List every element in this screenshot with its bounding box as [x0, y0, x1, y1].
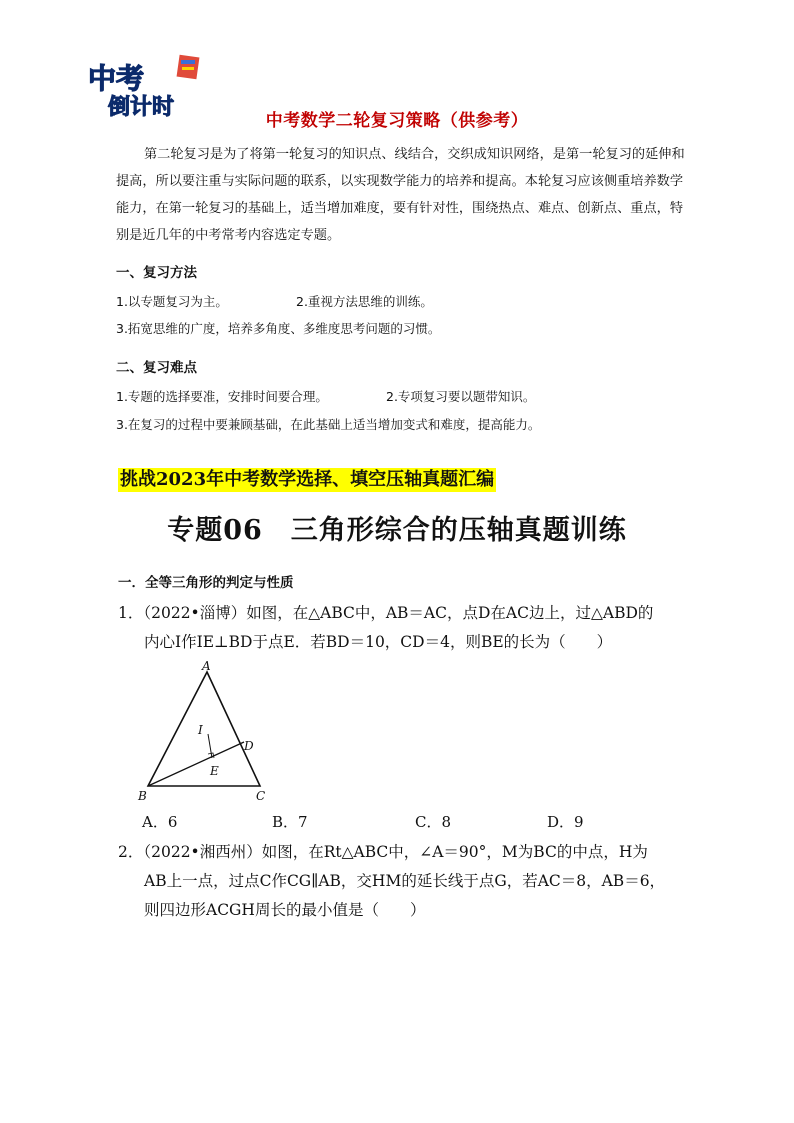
question-1	[118, 599, 678, 657]
question-1-figure	[136, 658, 276, 804]
option-d[interactable]: D．9	[547, 813, 584, 831]
difficulty-item-2: 2.专项复习要以题带知识。	[386, 389, 536, 404]
label-C: C	[256, 789, 266, 803]
question-2-line3: 则四边形ACGH周长的最小值是（ ）	[144, 901, 426, 919]
section-heading-methods: 一、复习方法	[116, 265, 197, 281]
intro-paragraph: 第二轮复习是为了将第一轮复习的知识点、线结合，交织成知识网络，是第一轮复习的延伸和提高，所以要注重与实际问题的联系，以实现数学能力的培养和提高。本轮复习应该侧重培养数学能力，在第一轮复习的基础上，适当增加难度，要有针对性，围绕热点、难点、创新点、重点，特别是近几年的中考常考内容选定专题。	[116, 147, 685, 243]
question-2-line2: AB上一点，过点C作CG∥AB，交HM的延长线于点G，若AC＝8，AB＝6，	[144, 872, 666, 890]
option-b[interactable]: B．7	[272, 813, 308, 831]
label-D: D	[244, 739, 254, 753]
option-a[interactable]: A．6	[142, 813, 178, 831]
label-E: E	[210, 764, 219, 778]
subheading-congruent-triangles: 一．全等三角形的判定与性质	[118, 575, 294, 591]
doc-title: 中考数学二轮复习策略（供参考）	[265, 111, 529, 131]
method-item-1: 1.以专题复习为主。	[116, 294, 228, 309]
label-I: I	[198, 723, 203, 737]
logo-line2: 倒计时	[108, 95, 175, 120]
question-1-line2: 内心I作IE⊥BD于点E．若BD＝10，CD＝4，则BE的长为（ ）	[144, 633, 613, 651]
difficulty-item-3: 3.在复习的过程中要兼顾基础，在此基础上适当增加变式和难度，提高能力。	[116, 417, 541, 432]
option-c[interactable]: C．8	[415, 813, 452, 831]
difficulty-item-1: 1.专题的选择要准，安排时间要合理。	[116, 389, 328, 404]
method-item-3: 3.拓宽思维的广度，培养多角度、多维度思考问题的习惯。	[116, 321, 441, 336]
section-heading-difficulties: 二、复习难点	[116, 360, 197, 376]
challenge-banner: 挑战2023年中考数学选择、填空压轴真题汇编	[120, 469, 495, 490]
label-A: A	[202, 659, 211, 673]
topic-title: 专题06 三角形综合的压轴真题训练	[167, 515, 627, 546]
question-2	[118, 838, 678, 925]
label-B: B	[138, 789, 147, 803]
question-1-line1: 1．（2022•淄博）如图，在△ABC中，AB＝AC，点D在AC边上，过△ABD的	[118, 604, 654, 622]
logo-line1: 中考	[88, 62, 145, 95]
question-2-line1: 2．（2022•湘西州）如图，在Rt△ABC中，∠A＝90°，M为BC的中点，H为	[118, 843, 648, 861]
method-item-2: 2.重视方法思维的训练。	[296, 294, 433, 309]
